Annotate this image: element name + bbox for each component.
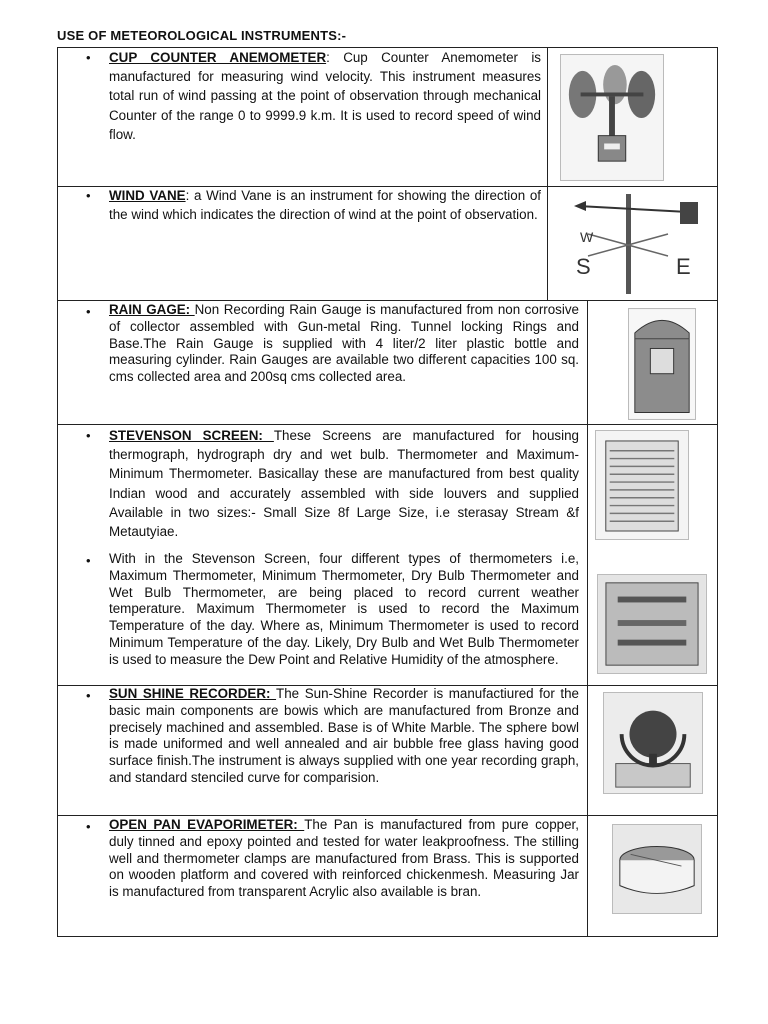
- section-wind-vane: [109, 186, 541, 224]
- section-body: With in the Stevenson Screen, four different types of thermometers i.e, Maximum Thermometer, Minimum Thermometer, Dry Bulb Thermometer and Wet Bulb Thermometer, are being placed to record current weather temperature. Maximum Thermometer is used to record the Maximum Temperature of the day. Where as, Minimum Thermometer is used to record Minimum Temperature of the day. Likely, Dry Bulb and Wet Bulb Thermometer is used to measure the Dew Point and Relative Humidity of the atmosphere.: [109, 551, 579, 667]
- table-left-border: [57, 47, 58, 936]
- bullet: •: [86, 428, 91, 443]
- section-title: RAIN GAGE:: [109, 302, 195, 317]
- bullet: •: [86, 304, 91, 319]
- rain-gauge-photo: [628, 308, 696, 420]
- cup-anemometer-photo: [560, 54, 664, 181]
- section-title: WIND VANE: [109, 188, 186, 203]
- column-divider: [587, 300, 588, 936]
- row-divider: [57, 300, 717, 301]
- section-open-pan-evaporimeter: [109, 817, 579, 901]
- thermometers-in-screen-photo: [597, 574, 707, 674]
- bullet: •: [86, 553, 91, 568]
- section-body: The Sun-Shine Recorder is manufactiured for the basic main components are bowis which are manufactured from Bronze and precisely machined and assembled. Base is of White Marble. The sphere bowl is made uniformed and well annealed and air bubble free glass having good surface finish.The instrument is always supplied with one year recording graph, and standard stenciled curve for comparision.: [109, 686, 579, 785]
- section-body: Cup Counter Anemometer is manufactured for measuring wind velocity. This instrument measures total run of wind passing at the point of observation through mechanical Counter of the range 0 to 9999.9 k.m. It is used to record speed of wind flow.: [109, 50, 541, 142]
- section-title: CUP COUNTER ANEMOMETER: [109, 50, 327, 65]
- vane-letter-w: W: [580, 229, 594, 245]
- bullet: •: [86, 819, 91, 834]
- section-title: OPEN PAN EVAPORIMETER:: [109, 817, 305, 832]
- bullet: •: [86, 688, 91, 703]
- section-cup-anemometer: [109, 48, 541, 144]
- stevenson-screen-photo: [595, 430, 689, 540]
- row-divider: [57, 815, 717, 816]
- evaporimeter-pan-photo: [612, 824, 702, 914]
- section-sunshine-recorder: [109, 686, 579, 787]
- page-title: USE OF METEOROLOGICAL INSTRUMENTS:-: [57, 28, 347, 43]
- section-body: Non Recording Rain Gauge is manufactured from non corrosive of collector assembled with Gun-metal Ring. Tunnel locking Rings and Base.The Rain Gauge is supplied with 4 liter/2 liter plastic bottle and measuring cylinder. Rain Gauges are available two different capacities 100 sq. cms collected area and 200sq cms collected area.: [109, 302, 579, 385]
- bullet: •: [86, 188, 91, 203]
- section-rain-gage: [109, 302, 579, 386]
- row-divider: [57, 424, 717, 425]
- sunshine-recorder-photo: [603, 692, 703, 794]
- section-body: These Screens are manufactured for housing thermograph, hydrograph dry and wet bulb. Thermometer and Maximum-Minimum Thermometer. Basicallay these are manufactured from best quality Indian wood and accurately assembled with side louvers and supplied Available in two sizes:- Small Size 8f Large Size, i.e sterasay Stream &f Metautyiae.: [109, 428, 579, 540]
- column-divider: [547, 47, 548, 300]
- table-bottom-border: [57, 936, 718, 937]
- section-title: SUN SHINE RECORDER:: [109, 686, 277, 701]
- vane-letter-s: S: [576, 254, 591, 279]
- section-stevenson-screen: [109, 426, 579, 541]
- section-title: STEVENSON SCREEN:: [109, 428, 274, 443]
- section-separator: :: [185, 188, 190, 203]
- section-separator: :: [326, 50, 330, 65]
- bullet: •: [86, 50, 91, 65]
- section-stevenson-thermometers: [109, 551, 579, 669]
- section-body: The Pan is manufactured from pure copper, duly tinned and epoxy pointed and tested for water leakproofness. The stilling well and thermometer clamps are manufactured from Brass. This is supported on wooden platform and covered with reinforced chickenmesh. Measuring Jar is manufactured from transparent Acrylic also available is bran.: [109, 817, 579, 900]
- vane-letter-e: E: [676, 254, 691, 279]
- section-body: a Wind Vane is an instrument for showing the direction of the wind which indicates the direction of wind at the point of observation.: [109, 188, 541, 223]
- table-right-border: [717, 47, 718, 936]
- wind-vane-photo: [568, 190, 708, 296]
